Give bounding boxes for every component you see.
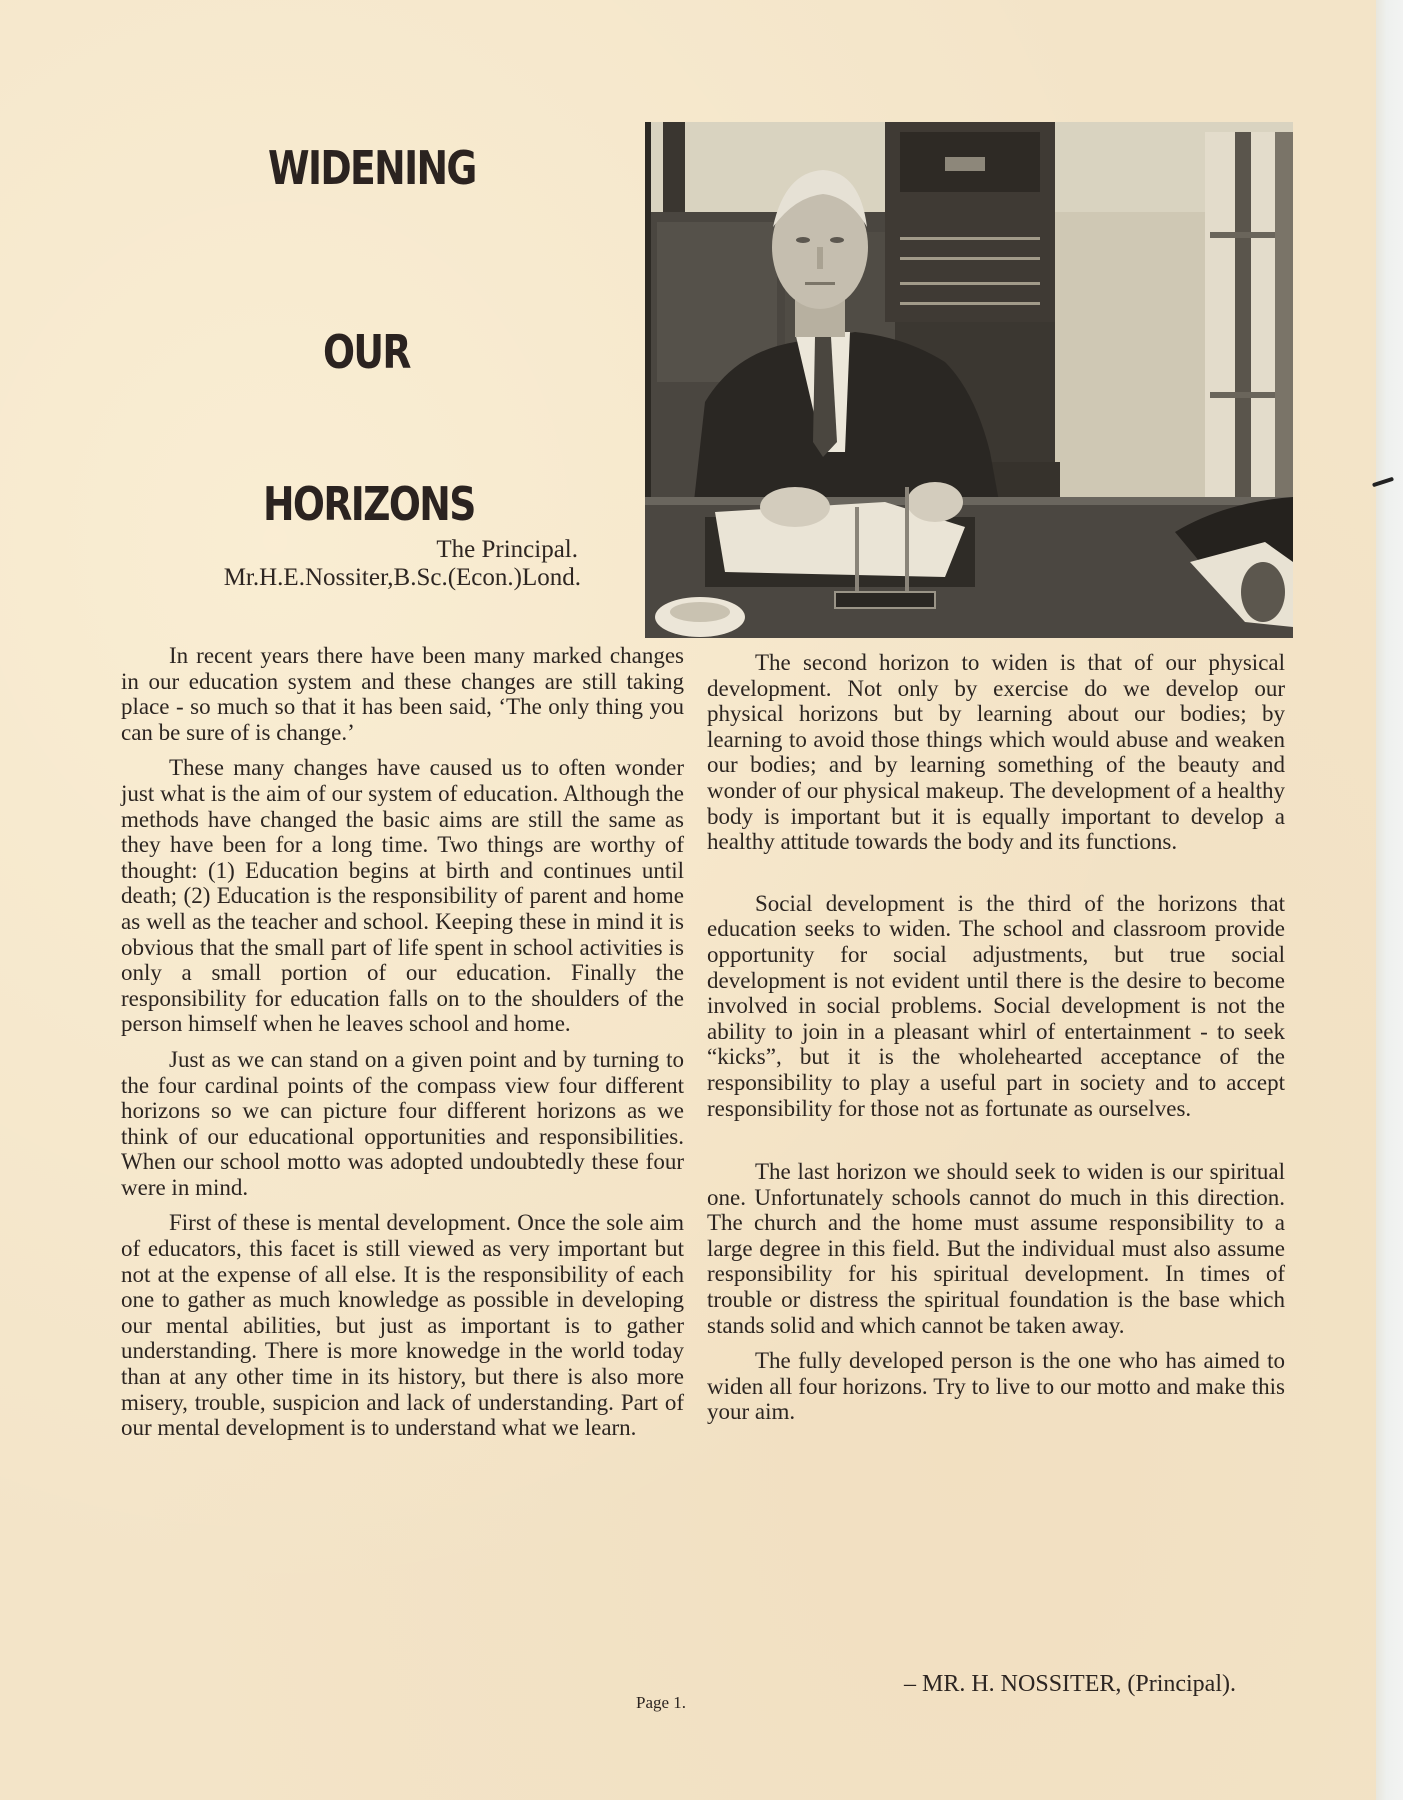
byline-name: Mr.H.E.Nossiter,B.Sc.(Econ.)Lond. xyxy=(223,564,581,591)
title-line-widening: WIDENING xyxy=(268,140,476,195)
author-signature: – MR. H. NOSSITER, (Principal). xyxy=(904,1671,1236,1697)
paragraph-four-horizons: Just as we can stand on a given point and by turning to the four cardinal points of the compass view four different horizons so we can picture four different horizons as we think of our educational opportunities and responsibilities. When our school motto was adopted undoubtedly these four were in mind. xyxy=(121,1046,684,1200)
photograph-icon xyxy=(645,122,1293,638)
paragraph-social-development: Social development is the third of the horizons that education seeks to widen. The school and classroom provide opportunity for social adjustments, but true social development is not evident until there is the desire to become involved in social problems. Social development is not the ability to join in a pleasant whirl of entertainment - to seek “kicks”, but it is the wholehearted acceptance of the responsibility to play a useful part in society and to accept responsibility for those not as fortunate as ourselves. xyxy=(707,890,1285,1121)
page-number: Page 1. xyxy=(636,1693,687,1712)
paragraph-spiritual-development: The last horizon we should seek to widen is our spiritual one. Unfortunately schools cannot do much in this direction. The church and the home must assume responsibility to a large degree in this field. But the individual must also assume responsibility for his spiritual development. In times of trouble or distress the spiritual foundation is the base which stands solid and which cannot be taken away. xyxy=(707,1159,1285,1338)
paragraph-mental-development: First of these is mental development. Once the sole aim of educators, this facet is still viewed as very important but not at the expense of all else. It is the responsibility of each one to gather as much knowledge as possible in developing our mental abilities, but just as important is to gather understanding. There is more knowedge in the world today than at any other time in its history, but there is also more misery, trouble, suspicion and lack of understanding. Part of our mental development is to understand what we learn. xyxy=(121,1210,684,1441)
article-left-column xyxy=(121,643,684,1451)
scan-page-edge xyxy=(1376,0,1403,1800)
byline-role: The Principal. xyxy=(436,536,578,563)
article-right-column xyxy=(707,650,1285,1435)
paragraph-conclusion: The fully developed person is the one who has aimed to widen all four horizons. Try to live to our motto and make this your aim. xyxy=(707,1348,1285,1425)
title-line-our: OUR xyxy=(323,324,410,379)
title-line-horizons: HORIZONS xyxy=(263,476,475,531)
paragraph-intro: In recent years there have been many marked changes in our education system and these changes are still taking place - so much so that it has been said, ‘The only thing you can be sure of is change.’ xyxy=(121,643,684,745)
paragraph-aims: These many changes have caused us to often wonder just what is the aim of our system of education. Although the methods have changed the basic aims are still the same as they have been for a long time. Two things are worthy of thought: (1) Education begins at birth and continues until death; (2) Education is the responsibility of parent and home as well as the teacher and school. Keeping these in mind it is obvious that the small part of life spent in school activities is only a small portion of our education. Finally the responsibility for education falls on to the shoulders of the person himself when he leaves school and home. xyxy=(121,755,684,1037)
paragraph-physical-development: The second horizon to widen is that of our physical development. Not only by exercise do we develop our physical horizons but by learning about our bodies; by learning to avoid those things which would abuse and weaken our bodies; and by learning something of the beauty and wonder of our physical makeup. The development of a healthy body is important but it is equally important to develop a healthy attitude towards the body and its functions. xyxy=(707,650,1285,855)
principal-photograph xyxy=(645,122,1293,638)
